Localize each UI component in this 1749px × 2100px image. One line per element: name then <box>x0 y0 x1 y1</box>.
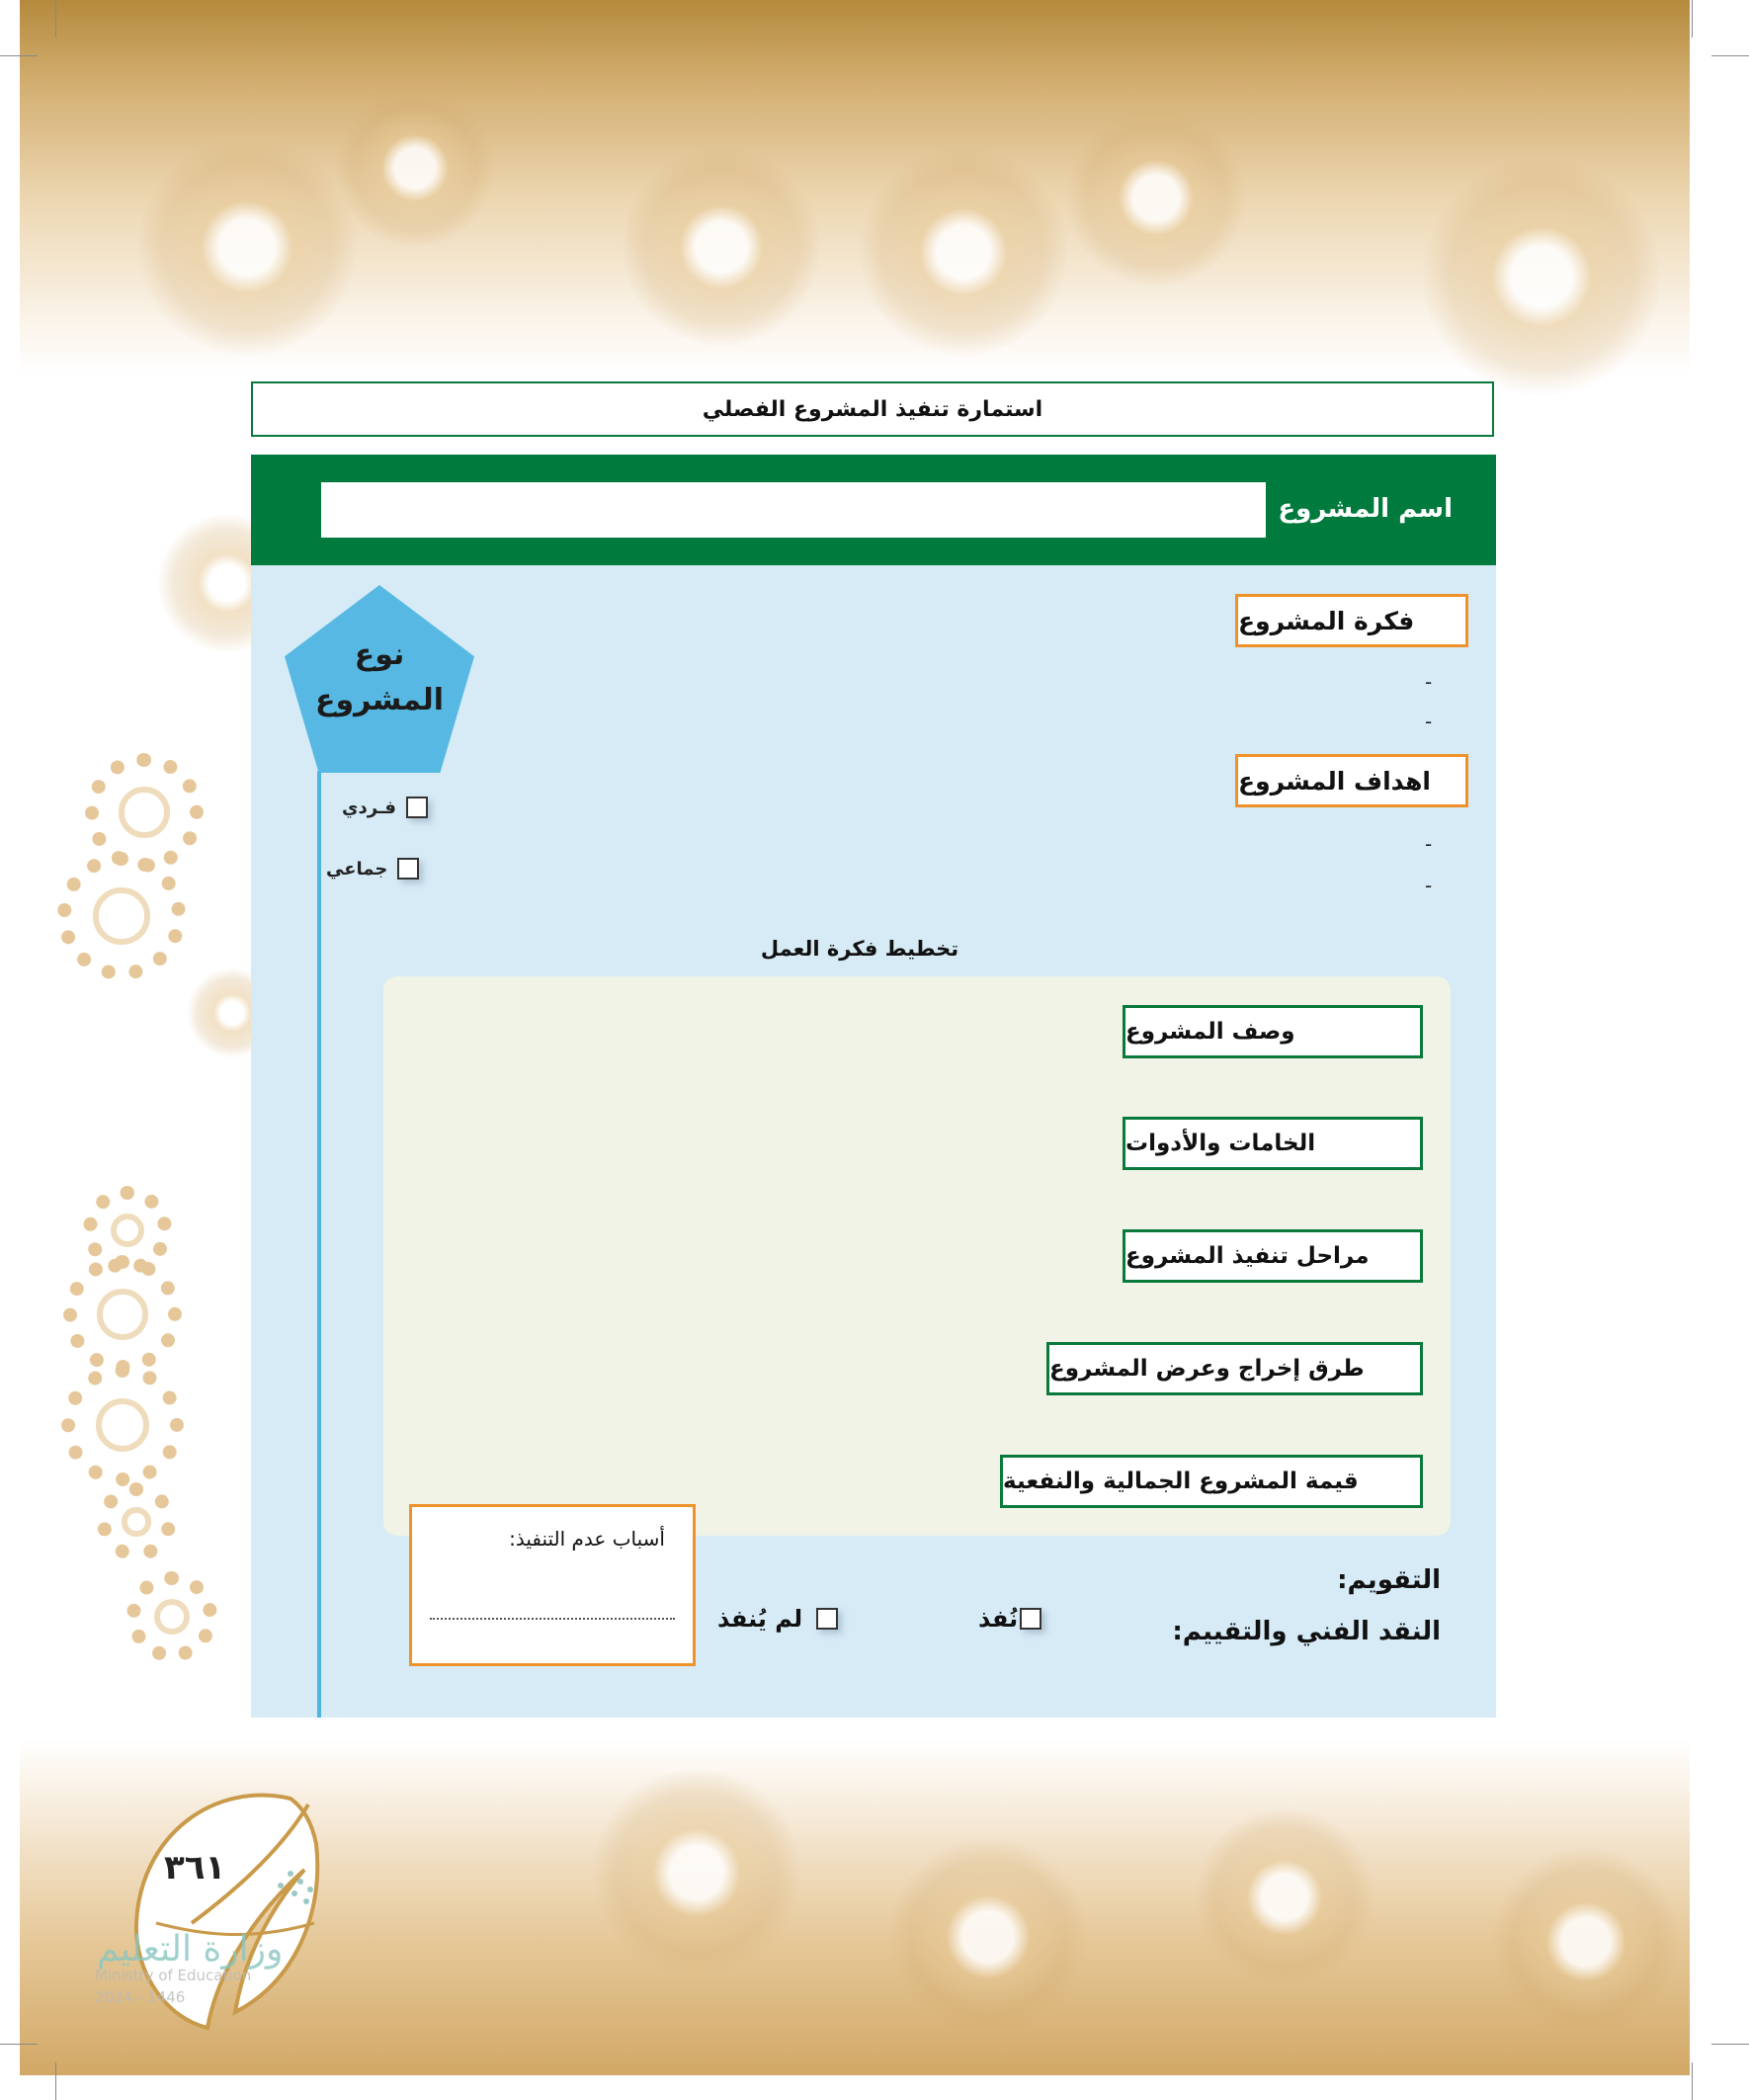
planning-item-stages: مراحل تنفيذ المشروع <box>1123 1229 1423 1283</box>
decorative-ring <box>97 1482 176 1561</box>
decorative-flower <box>623 148 820 346</box>
crop-mark <box>55 0 56 38</box>
project-type-individual[interactable] <box>342 797 428 818</box>
crop-mark <box>0 55 38 56</box>
decorative-ring <box>61 1364 184 1486</box>
project-type-heading <box>285 632 474 723</box>
decorative-ring <box>63 1255 182 1374</box>
decorative-flower <box>1423 158 1660 395</box>
option-not-done[interactable] <box>717 1605 838 1633</box>
evaluation-heading: التقويم: <box>1337 1565 1441 1595</box>
planning-item-description: وصف المشروع <box>1123 1005 1423 1058</box>
individual-checkbox[interactable] <box>406 797 428 818</box>
option-done[interactable] <box>978 1605 1041 1633</box>
critique-heading: النقد الفني والتقييم: <box>1172 1617 1441 1646</box>
crop-mark <box>1692 0 1693 38</box>
ministry-name-ar: وزارة التعليم <box>97 1929 284 1970</box>
page-number: ٣٦١ <box>164 1848 226 1888</box>
crop-mark <box>1711 55 1749 56</box>
decorative-flower <box>1492 1848 1680 2036</box>
done-label: نُفذ <box>978 1605 1019 1633</box>
project-name-label: اسم المشروع <box>1278 494 1453 524</box>
ministry-year: 2024 - 1446 <box>95 1988 186 2006</box>
decorative-flower <box>593 1769 800 1976</box>
crop-mark <box>55 2062 56 2100</box>
project-type-heading-line2: المشروع <box>315 683 444 717</box>
decorative-flower <box>1067 109 1245 287</box>
decorative-flower <box>889 1838 1087 2036</box>
done-checkbox[interactable] <box>1020 1608 1041 1630</box>
vertical-divider <box>317 771 321 1718</box>
individual-label: فـردي <box>342 797 396 818</box>
crop-mark <box>0 2044 38 2045</box>
reasons-box <box>409 1504 696 1666</box>
project-type-group[interactable] <box>326 858 419 880</box>
group-checkbox[interactable] <box>397 858 419 880</box>
decorative-flower <box>1196 1808 1374 1986</box>
group-label: جماعي <box>326 858 388 880</box>
planning-item-presentation: طرق إخراج وعرض المشروع <box>1046 1342 1423 1395</box>
project-name-input[interactable] <box>321 482 1266 538</box>
crop-mark <box>1692 2062 1693 2100</box>
not-done-checkbox[interactable] <box>816 1608 838 1630</box>
idea-bullet: - <box>1425 670 1433 694</box>
planning-item-value: قيمة المشروع الجمالية والنفعية <box>1000 1455 1423 1508</box>
decorative-flower <box>336 89 494 247</box>
not-done-label: لم يُنفذ <box>717 1605 803 1633</box>
idea-bullet: - <box>1425 710 1433 733</box>
project-goals-label: اهداف المشروع <box>1235 754 1468 807</box>
reasons-input-line[interactable] <box>430 1610 675 1620</box>
goals-bullet: - <box>1425 832 1433 856</box>
crop-mark <box>1711 2044 1749 2045</box>
planning-item-materials: الخامات والأدوات <box>1123 1117 1423 1170</box>
decorative-ring <box>126 1571 217 1662</box>
form-title: استمارة تنفيذ المشروع الفصلي <box>251 381 1494 437</box>
project-type-heading-line1: نوع <box>354 637 405 672</box>
decorative-ring <box>57 852 186 980</box>
decorative-flower <box>860 148 1067 356</box>
planning-title: تخطيط فكرة العمل <box>760 937 959 961</box>
reasons-label: أسباب عدم التنفيذ: <box>509 1527 665 1551</box>
ministry-name-en: Ministry of Education <box>95 1967 252 1984</box>
goals-bullet: - <box>1425 874 1433 897</box>
decorative-flower <box>138 138 356 356</box>
project-idea-label: فكرة المشروع <box>1235 594 1468 647</box>
